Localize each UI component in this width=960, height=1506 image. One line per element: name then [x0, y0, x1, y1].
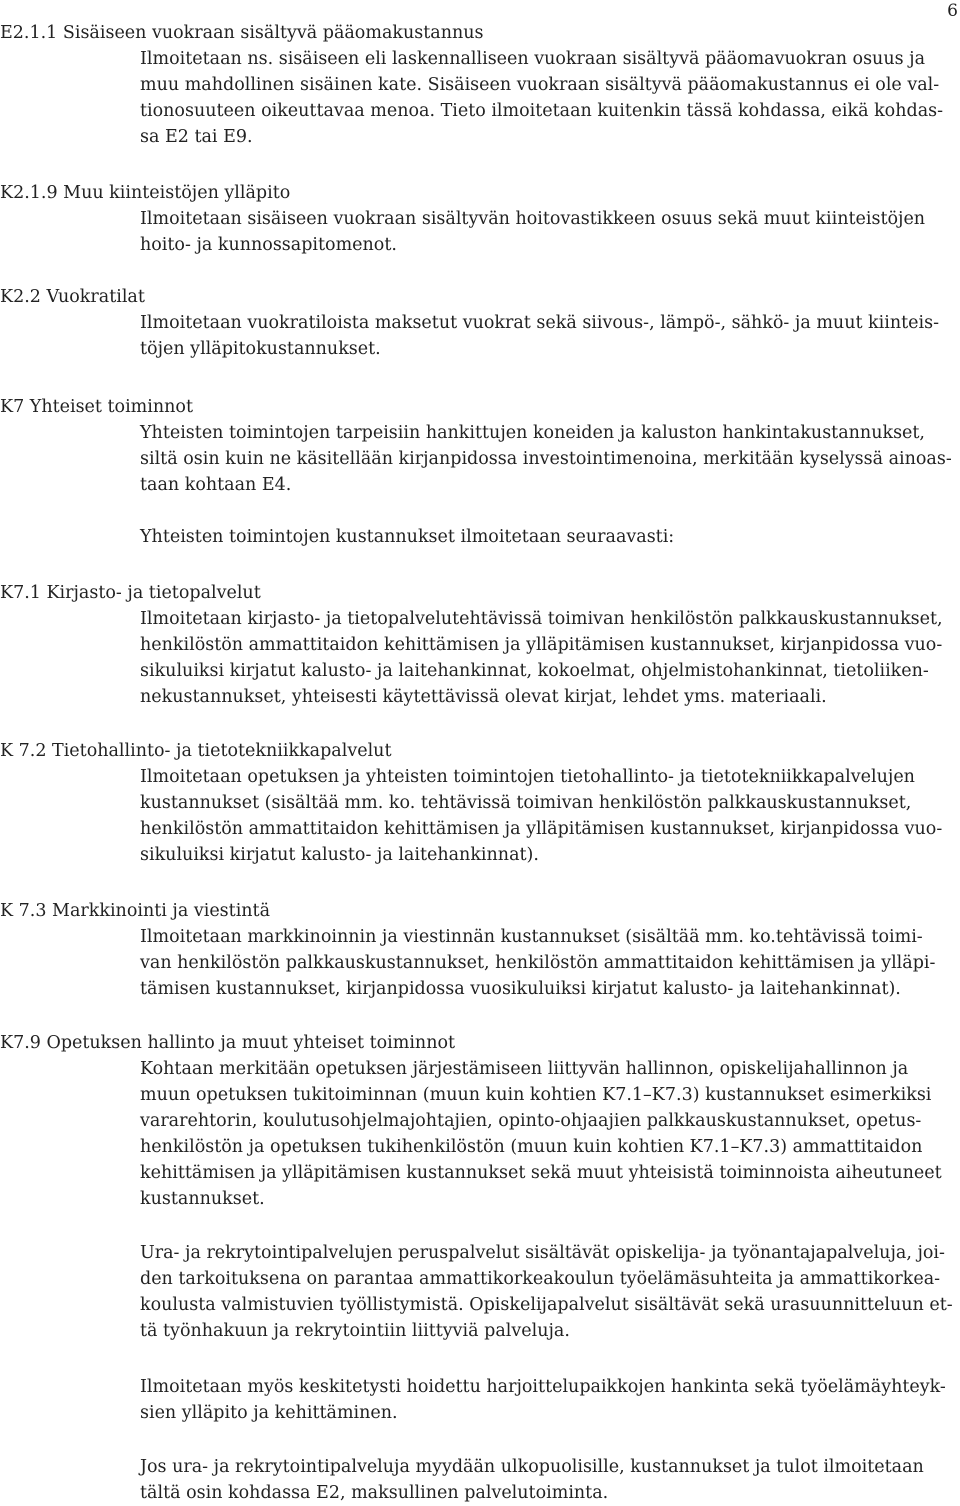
page-number: 6 — [947, 1, 958, 21]
paragraph-line: sikuluiksi kirjatut kalusto- ja laitehankinnat, kokoelmat, ohjelmistohankinnat, tietoliiken- — [140, 661, 929, 681]
paragraph-line: Ilmoitetaan opetuksen ja yhteisten toimintojen tietohallinto- ja tietotekniikkapalvelujen — [140, 767, 915, 787]
paragraph-line: Ilmoitetaan vuokratiloista maksetut vuokrat sekä siivous-, lämpö-, sähkö- ja muut kiinteis- — [140, 313, 940, 333]
paragraph-line: henkilöstön ammattitaidon kehittämisen ja ylläpitämisen kustannukset, kirjanpidossa vuo- — [140, 819, 943, 839]
paragraph-line: taan kohtaan E4. — [140, 475, 292, 495]
paragraph-line: vararehtorin, koulutusohjelmajohtajien, opinto-ohjaajien palkkauskustannukset, opetus- — [140, 1111, 922, 1131]
section-heading: K2.1.9 Muu kiinteistöjen ylläpito — [0, 183, 291, 203]
paragraph-line: hoito- ja kunnossapitomenot. — [140, 235, 397, 255]
paragraph-line: tä työnhakuun ja rekrytointiin liittyviä palveluja. — [140, 1321, 570, 1341]
section-heading: E2.1.1 Sisäiseen vuokraan sisältyvä pääomakustannus — [0, 23, 484, 43]
paragraph-line: kustannukset. — [140, 1189, 265, 1209]
paragraph-line: muu mahdollinen sisäinen kate. Sisäiseen vuokraan sisältyvä pääomakustannus ei ole val- — [140, 75, 940, 95]
paragraph-line: den tarkoituksena on parantaa ammattikorkeakoulun työelämäsuhteita ja ammattikorkea- — [140, 1269, 941, 1289]
paragraph-line: Ilmoitetaan myös keskitetysti hoidettu harjoittelupaikkojen hankinta sekä työelämäyhteyk- — [140, 1377, 946, 1397]
paragraph-line: henkilöstön ja opetuksen tukihenkilöstön (muun kuin kohtien K7.1–K7.3) ammattitaidon — [140, 1137, 923, 1157]
paragraph-line: nekustannukset, yhteisesti käytettävissä olevat kirjat, lehdet yms. materiaali. — [140, 687, 827, 707]
section-heading: K2.2 Vuokratilat — [0, 287, 145, 307]
paragraph-line: Yhteisten toimintojen kustannukset ilmoitetaan seuraavasti: — [140, 527, 675, 547]
paragraph-line: Ilmoitetaan markkinoinnin ja viestinnän kustannukset (sisältää mm. ko.tehtävissä toimi- — [140, 927, 923, 947]
section-heading: K 7.3 Markkinointi ja viestintä — [0, 901, 271, 921]
paragraph-line: tämisen kustannukset, kirjanpidossa vuosikuluiksi kirjatut kalusto- ja laitehankinnat). — [140, 979, 901, 999]
section-heading: K7.9 Opetuksen hallinto ja muut yhteiset toiminnot — [0, 1033, 456, 1053]
section-heading: K7.1 Kirjasto- ja tietopalvelut — [0, 583, 261, 603]
paragraph-line: kustannukset (sisältää mm. ko. tehtävissä toimivan henkilöstön palkkauskustannukset, — [140, 793, 912, 813]
paragraph-line: kehittämisen ja ylläpitämisen kustannukset sekä muut yhteisistä toiminnoista aiheutuneet — [140, 1163, 942, 1183]
paragraph-line: van henkilöstön palkkauskustannukset, henkilöstön ammattitaidon kehittämisen ja ylläpi- — [140, 953, 936, 973]
paragraph-line: Ura- ja rekrytointipalvelujen peruspalvelut sisältävät opiskelija- ja työnantajapalveluja, joi- — [140, 1243, 945, 1263]
paragraph-line: sien ylläpito ja kehittäminen. — [140, 1403, 398, 1423]
paragraph-line: sikuluiksi kirjatut kalusto- ja laitehankinnat). — [140, 845, 539, 865]
paragraph-line: koulusta valmistuvien työllistymistä. Opiskelijapalvelut sisältävät sekä urasuunnitteluun et- — [140, 1295, 953, 1315]
section-heading: K 7.2 Tietohallinto- ja tietotekniikkapalvelut — [0, 741, 392, 761]
paragraph-line: sa E2 tai E9. — [140, 127, 253, 147]
section-heading: K7 Yhteiset toiminnot — [0, 397, 193, 417]
paragraph-line: tionosuuteen oikeuttavaa menoa. Tieto ilmoitetaan kuitenkin tässä kohdassa, eikä kohdas- — [140, 101, 944, 121]
paragraph-line: tältä osin kohdassa E2, maksullinen palvelutoiminta. — [140, 1483, 609, 1503]
paragraph-line: henkilöstön ammattitaidon kehittämisen ja ylläpitämisen kustannukset, kirjanpidossa vuo- — [140, 635, 943, 655]
paragraph-line: siltä osin kuin ne käsitellään kirjanpidossa investointimenoina, merkitään kyselyssä ainoas- — [140, 449, 952, 469]
paragraph-line: Ilmoitetaan ns. sisäiseen eli laskennalliseen vuokraan sisältyvä pääomavuokran osuus ja — [140, 49, 926, 69]
paragraph-line: Kohtaan merkitään opetuksen järjestämiseen liittyvän hallinnon, opiskelijahallinnon ja — [140, 1059, 909, 1079]
paragraph-line: töjen ylläpitokustannukset. — [140, 339, 381, 359]
paragraph-line: Ilmoitetaan kirjasto- ja tietopalvelutehtävissä toimivan henkilöstön palkkauskustannukset, — [140, 609, 943, 629]
paragraph-line: Ilmoitetaan sisäiseen vuokraan sisältyvän hoitovastikkeen osuus sekä muut kiinteistöjen — [140, 209, 926, 229]
paragraph-line: muun opetuksen tukitoiminnan (muun kuin kohtien K7.1–K7.3) kustannukset esimerkiksi — [140, 1085, 932, 1105]
paragraph-line: Jos ura- ja rekrytointipalveluja myydään ulkopuolisille, kustannukset ja tulot ilmoitetaan — [140, 1457, 924, 1477]
paragraph-line: Yhteisten toimintojen tarpeisiin hankittujen koneiden ja kaluston hankintakustannukset, — [140, 423, 925, 443]
